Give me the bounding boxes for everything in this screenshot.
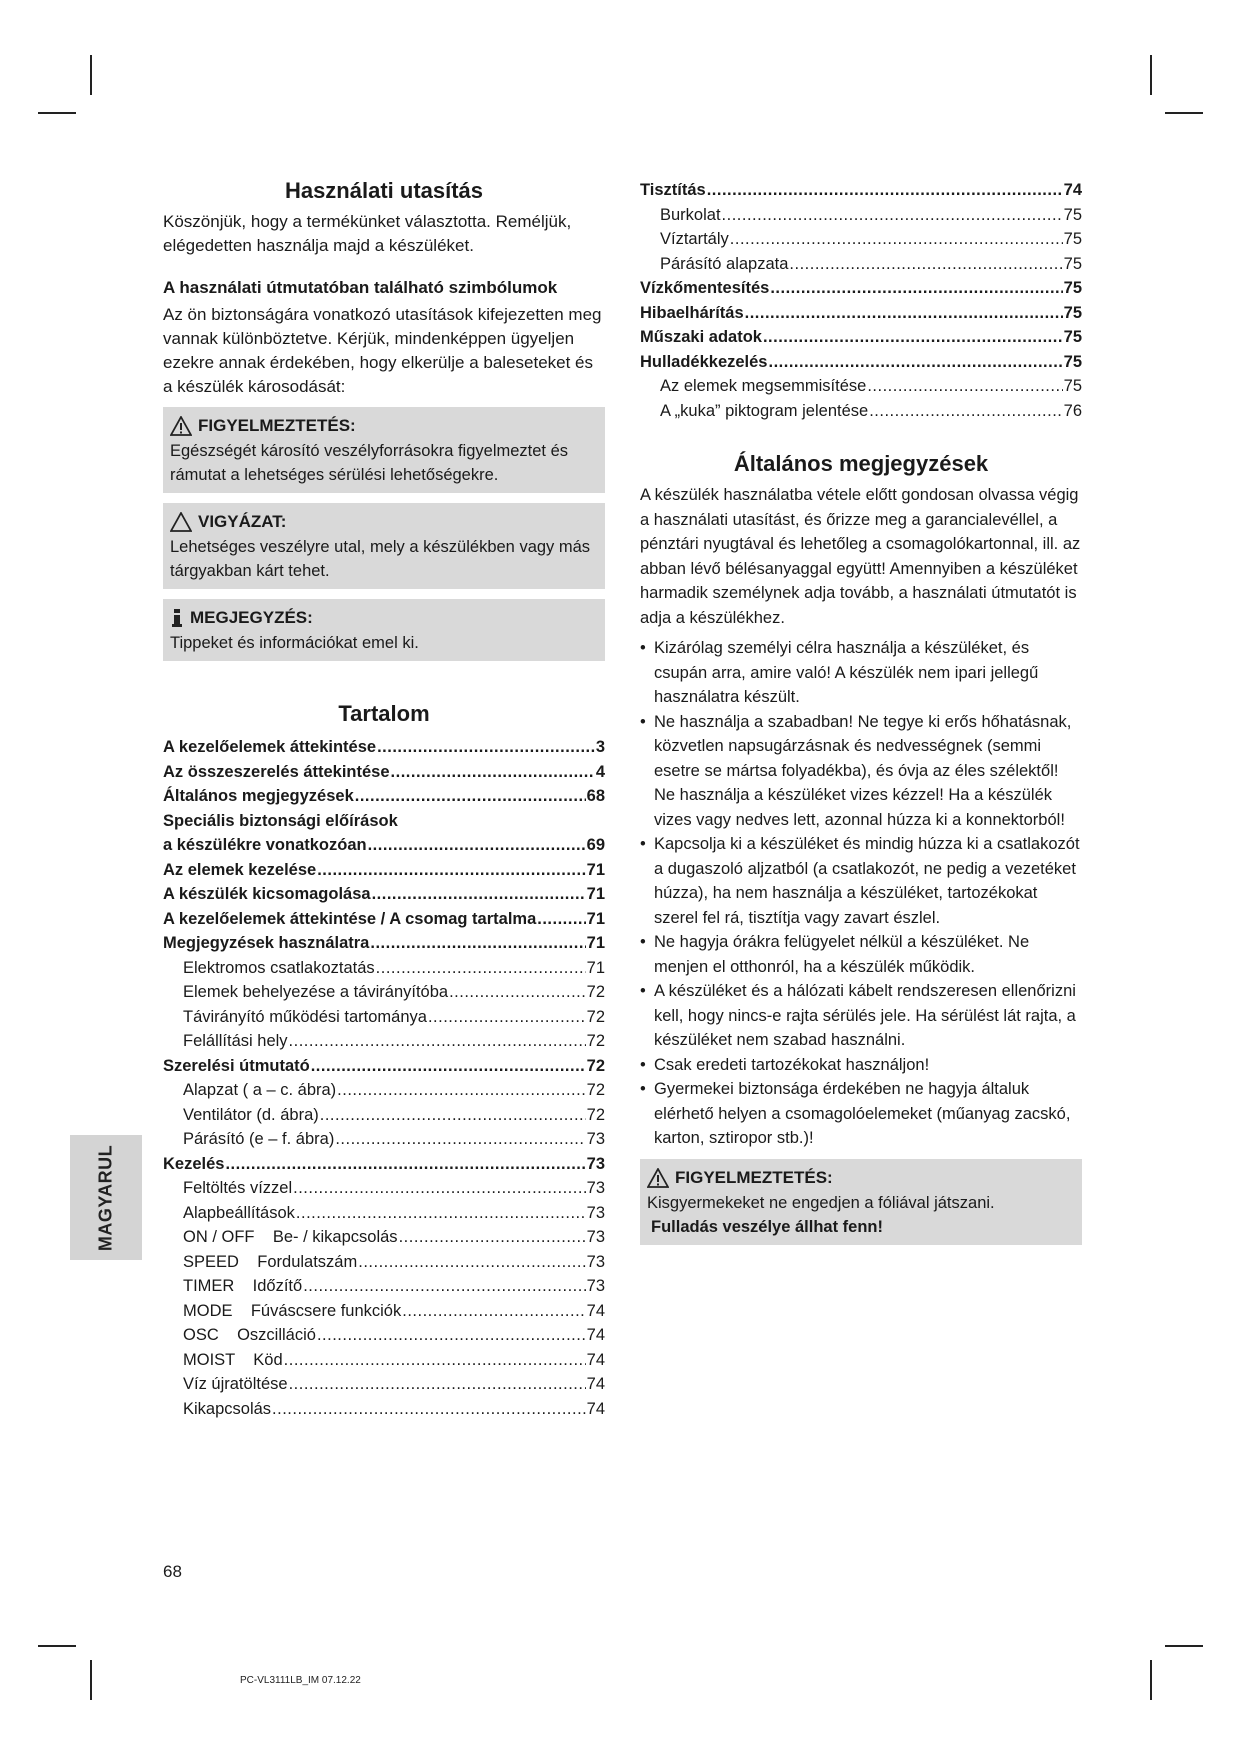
list-item: • Gyermekei biztonsága érdekében ne hagyja általuk elérhető helyen a csomagolóelemeket (műanyag zacskó, karton, sztiropor stb.)! — [640, 1077, 1082, 1151]
toc-entry-label: Alapzat ( a – c. ábra) — [183, 1081, 337, 1099]
safety-list — [640, 636, 1082, 1151]
toc-entry — [163, 980, 605, 1005]
toc-entry-label: Megjegyzések használatra — [163, 934, 370, 952]
toc-leader — [293, 1176, 586, 1201]
toc-leader — [372, 882, 586, 907]
toc-entry — [163, 1323, 605, 1348]
toc-entry — [163, 1103, 605, 1128]
page-title: Használati utasítás — [284, 178, 484, 203]
toc-entry-page: 75 — [1063, 279, 1082, 297]
toc-entry-page: 74 — [586, 1399, 605, 1418]
toc-entry-label: Alapbeállítások — [183, 1203, 295, 1222]
toc-entry-label: Távirányító működési tartománya — [183, 1007, 427, 1026]
toc-entry — [163, 1005, 605, 1030]
toc-entry — [163, 931, 605, 956]
list-item: • A készüléket és a hálózati kábelt rendszeresen ellenőrizni kell, hogy nincs-e rajta sérülés jele. Ha sérülést lát rajta, a készüléket nem szabad használni. — [640, 979, 1082, 1053]
toc-leader — [272, 1397, 586, 1422]
toc-entry-label: OSC Oszcilláció — [183, 1326, 316, 1344]
toc-entry-label: a készülékre vonatkozóan — [163, 836, 367, 854]
toc-entry-label: A „kuka” piktogram jelentése — [660, 401, 869, 420]
toc-entry-page: 71 — [586, 958, 605, 977]
crop-mark — [90, 55, 92, 95]
toc-entry-label: Párásító alapzata — [660, 254, 789, 273]
warning-icon — [170, 416, 192, 436]
toc-entry — [163, 1127, 605, 1152]
warning-title: FIGYELMEZTETÉS: — [675, 1167, 833, 1187]
toc-entry — [640, 276, 1082, 301]
toc-entry-label: Burkolat — [660, 205, 721, 224]
toc-entry-page: 3 — [595, 738, 605, 756]
toc-entry: Speciális biztonsági előírások — [163, 811, 398, 830]
toc-entry-label: MODE Fúváscsere funkciók — [183, 1301, 402, 1320]
toc-entry-label: Tisztítás — [640, 181, 706, 199]
toc-entry — [640, 301, 1082, 326]
toc-entry-label: Vízkőmentesítés — [640, 279, 770, 297]
toc-entry — [163, 1250, 605, 1275]
toc-entry — [163, 1152, 605, 1177]
crop-mark — [90, 1660, 92, 1700]
toc-entry-label: Víztartály — [660, 230, 729, 248]
toc-leader — [335, 1127, 585, 1152]
toc-entry-page: 72 — [586, 1081, 605, 1099]
toc-leader — [770, 276, 1062, 301]
toc-entry-page: 74 — [586, 1350, 605, 1369]
toc-entry — [163, 1201, 605, 1226]
caution-icon — [170, 512, 192, 532]
warning-box — [163, 407, 605, 493]
note-box — [163, 599, 605, 661]
toc-entry-page: 73 — [586, 1277, 605, 1295]
toc-entry-label: MOIST Köd — [183, 1350, 283, 1369]
toc-leader — [537, 907, 585, 932]
toc-entry-label: Elektromos csatlakoztatás — [183, 958, 375, 977]
general-notes-text: A készülék használatba vétele előtt gondosan olvassa végig a használati utasítást, és őrizze meg a garancialevéllel, a pénztári nyugtával és lehetőleg a csomagolókartonnal, ill. az abban lévő bélésanyaggal együtt! Amennyiben a készüléket harmadik személynek adja tovább, a használati útmutatót is adja a készülékhez. — [640, 486, 1081, 627]
toc-entry — [640, 399, 1082, 424]
warning-title: FIGYELMEZTETÉS: — [198, 416, 356, 435]
toc-leader — [370, 931, 585, 956]
crop-mark — [1165, 1645, 1203, 1647]
list-item: • Ne hagyja órákra felügyelet nélkül a készüléket. Ne menjen el otthonról, ha a készülék működik. — [640, 930, 1082, 979]
info-icon — [170, 608, 184, 628]
toc-entry — [163, 1274, 605, 1299]
toc-entry — [640, 227, 1082, 252]
toc-entry-page: 75 — [1063, 377, 1082, 395]
toc-entry — [163, 735, 605, 760]
symbols-text: Az ön biztonságára vonatkozó utasítások kifejezetten meg vannak különböztetve. Kérjük, mindenképpen ügyeljen ezekre annak érdekében, hogy elkerülje a baleseteket és a készülék károsodását: — [163, 305, 602, 396]
toc-entry — [640, 325, 1082, 350]
note-title: MEGJEGYZÉS: — [190, 608, 313, 627]
toc-leader — [769, 350, 1063, 375]
toc-entry — [163, 784, 605, 809]
list-item: • Csak eredeti tartozékokat használjon! — [640, 1053, 1082, 1078]
right-column — [640, 178, 1082, 1255]
toc-entry-label: SPEED Fordulatszám — [183, 1252, 358, 1271]
toc-entry-label: Hibaelhárítás — [640, 303, 744, 322]
toc-entry-page: 72 — [586, 983, 605, 1001]
toc-right — [640, 178, 1082, 423]
toc-entry-page: 71 — [586, 860, 605, 879]
toc-leader — [707, 178, 1063, 203]
toc-leader — [320, 1103, 586, 1128]
toc-entry-page: 72 — [586, 1032, 605, 1050]
toc-entry-page: 75 — [1063, 205, 1082, 224]
toc-entry-page: 74 — [586, 1301, 605, 1320]
crop-mark — [1150, 55, 1152, 95]
warning-icon — [647, 1168, 669, 1188]
toc-entry — [163, 1299, 605, 1324]
toc-leader — [296, 1201, 586, 1226]
crop-mark — [38, 112, 76, 114]
toc-entry-label: Elemek behelyezése a távirányítóba — [183, 983, 449, 1001]
toc-leader — [730, 227, 1063, 252]
toc-leader — [317, 858, 585, 883]
toc-entry — [640, 374, 1082, 399]
footer-code: PC-VL3111LB_IM 07.12.22 — [240, 1675, 361, 1686]
intro-text: Köszönjük, hogy a termékünket választotta. Reméljük, elégedetten használja majd a készüléket. — [163, 212, 572, 255]
toc-leader — [289, 1029, 586, 1054]
toc-left — [163, 735, 605, 1421]
symbols-heading: A használati útmutatóban található szimbólumok — [163, 278, 558, 297]
toc-entry-label: ON / OFF Be- / kikapcsolás — [183, 1228, 398, 1246]
caution-title: VIGYÁZAT: — [198, 512, 287, 531]
toc-entry — [163, 1078, 605, 1103]
toc-entry-page: 75 — [1063, 352, 1082, 371]
toc-entry — [163, 956, 605, 981]
toc-entry-label: Az elemek megsemmisítése — [660, 377, 867, 395]
toc-leader — [745, 301, 1063, 326]
general-notes-title: Általános megjegyzések — [733, 451, 989, 476]
list-item: • Kapcsolja ki a készüléket és mindig húzza ki a csatlakozót a dugaszoló aljzatból (a csatlakozót, ne pedig a vezetéket húzza), ha nem használja a készüléket, tartozékokat szerel fel rá, tisztítja vagy zavart észlel. — [640, 832, 1082, 930]
toc-leader — [317, 1323, 586, 1348]
toc-entry-page: 75 — [1063, 254, 1082, 273]
toc-entry-label: Az elemek kezelése — [163, 860, 317, 879]
toc-entry — [163, 1225, 605, 1250]
left-column — [163, 178, 605, 1421]
toc-entry-page: 71 — [586, 934, 605, 952]
language-tab — [70, 1135, 142, 1260]
toc-entry — [163, 1054, 605, 1079]
toc-entry — [163, 858, 605, 883]
caution-box — [163, 503, 605, 589]
toc-entry-label: Szerelési útmutató — [163, 1056, 310, 1075]
toc-leader — [376, 956, 586, 981]
toc-leader — [391, 760, 595, 785]
list-item: • Kizárólag személyi célra használja a készüléket, és csupán arra, amire való! A készülék nem ipari jellegű használatra készült. — [640, 636, 1082, 710]
toc-entry-page: 72 — [586, 1056, 605, 1075]
crop-mark — [1150, 1660, 1152, 1700]
toc-entry-label: Párásító (e – f. ábra) — [183, 1130, 335, 1148]
toc-entry — [163, 760, 605, 785]
toc-entry-label: A kezelőelemek áttekintése / A csomag tartalma — [163, 909, 537, 928]
toc-entry-label: Víz újratöltése — [183, 1375, 288, 1393]
toc-entry-page: 74 — [586, 1326, 605, 1344]
toc-entry-page: 69 — [586, 836, 605, 854]
toc-entry-label: A kezelőelemek áttekintése — [163, 738, 377, 756]
toc-entry-label: A készülék kicsomagolása — [163, 885, 371, 903]
toc-entry-page: 68 — [586, 787, 605, 805]
toc-entry-page: 74 — [586, 1375, 605, 1393]
warning-box-2 — [640, 1159, 1082, 1245]
toc-entry — [640, 350, 1082, 375]
toc-entry-label: Általános megjegyzések — [163, 787, 354, 805]
toc-entry-page: 75 — [1063, 303, 1082, 322]
toc-entry-page: 75 — [1063, 328, 1082, 346]
toc-leader — [869, 399, 1062, 424]
toc-leader — [368, 833, 586, 858]
toc-leader — [311, 1054, 586, 1079]
toc-leader — [337, 1078, 585, 1103]
list-item: • Ne használja a szabadban! Ne tegye ki erős hőhatásnak, közvetlen napsugárzásnak és nedvességnek (semmi esetre se mártsa folyadékba), és óvja az éles szélektől! Ne használja a készüléket vizes kézzel! Ha a készülék vizes vagy nedves lett, azonnal húzza ki a konnektorból! — [640, 710, 1082, 833]
toc-entry — [163, 1372, 605, 1397]
toc-entry-page: 73 — [586, 1154, 605, 1173]
toc-leader — [284, 1348, 586, 1373]
toc-entry-label: Hulladékkezelés — [640, 352, 768, 371]
crop-mark — [38, 1645, 76, 1647]
crop-mark — [1165, 112, 1203, 114]
toc-entry-page: 72 — [586, 1007, 605, 1026]
toc-entry-label: Felállítási hely — [183, 1032, 288, 1050]
toc-entry-page: 4 — [595, 762, 605, 781]
toc-entry — [640, 203, 1082, 228]
toc-leader — [867, 374, 1062, 399]
toc-entry-label: Feltöltés vízzel — [183, 1179, 293, 1197]
toc-entry-page: 71 — [586, 885, 605, 903]
toc-leader — [449, 980, 586, 1005]
toc-entry-page: 73 — [586, 1252, 605, 1271]
toc-leader — [428, 1005, 586, 1030]
toc-leader — [303, 1274, 585, 1299]
toc-entry-label: Kikapcsolás — [183, 1399, 272, 1418]
warning-text: Kisgyermekeket ne engedjen a fóliával játszani. — [647, 1193, 995, 1212]
toc-entry-label: Műszaki adatok — [640, 328, 762, 346]
toc-leader — [225, 1152, 585, 1177]
toc-entry-label: TIMER Időzítő — [183, 1277, 303, 1295]
toc-entry-page: 72 — [586, 1105, 605, 1124]
toc-leader — [402, 1299, 585, 1324]
toc-entry — [163, 907, 605, 932]
toc-leader — [399, 1225, 586, 1250]
warning-text: Egészségét károsító veszélyforrásokra figyelmeztet és rámutat a lehetséges sérülési lehetőségekre. — [170, 442, 569, 484]
toc-entry — [163, 882, 605, 907]
toc-entry — [163, 1348, 605, 1373]
toc-entry-label: Ventilátor (d. ábra) — [183, 1105, 319, 1124]
toc-entry — [163, 833, 605, 858]
toc-entry — [640, 178, 1082, 203]
toc-leader — [789, 252, 1062, 277]
toc-entry — [640, 252, 1082, 277]
warning-text-bold: Fulladás veszélye állhat fenn! — [651, 1217, 883, 1236]
toc-entry-page: 73 — [586, 1203, 605, 1222]
toc-entry — [163, 1029, 605, 1054]
toc-leader — [763, 325, 1063, 350]
toc-entry-page: 73 — [586, 1130, 605, 1148]
toc-entry — [163, 1397, 605, 1422]
toc-entry-page: 76 — [1063, 401, 1082, 420]
language-tab-label: MAGYARUL — [95, 1144, 116, 1251]
toc-leader — [722, 203, 1063, 228]
toc-entry-page: 73 — [586, 1228, 605, 1246]
toc-entry-page: 71 — [586, 909, 605, 928]
caution-text: Lehetséges veszélyre utal, mely a készülékben vagy más tárgyakban kárt tehet. — [170, 538, 591, 580]
toc-entry-page: 73 — [586, 1179, 605, 1197]
toc-title: Tartalom — [338, 701, 430, 726]
toc-leader — [289, 1372, 586, 1397]
toc-leader — [355, 784, 586, 809]
toc-entry — [163, 1176, 605, 1201]
toc-entry-label: Kezelés — [163, 1154, 225, 1173]
toc-leader — [377, 735, 595, 760]
page-number: 68 — [163, 1562, 182, 1581]
toc-entry-page: 75 — [1063, 230, 1082, 248]
note-text: Tippeket és információkat emel ki. — [170, 634, 419, 652]
toc-leader — [358, 1250, 585, 1275]
toc-entry-label: Az összeszerelés áttekintése — [163, 762, 390, 781]
toc-entry-page: 74 — [1063, 181, 1082, 199]
